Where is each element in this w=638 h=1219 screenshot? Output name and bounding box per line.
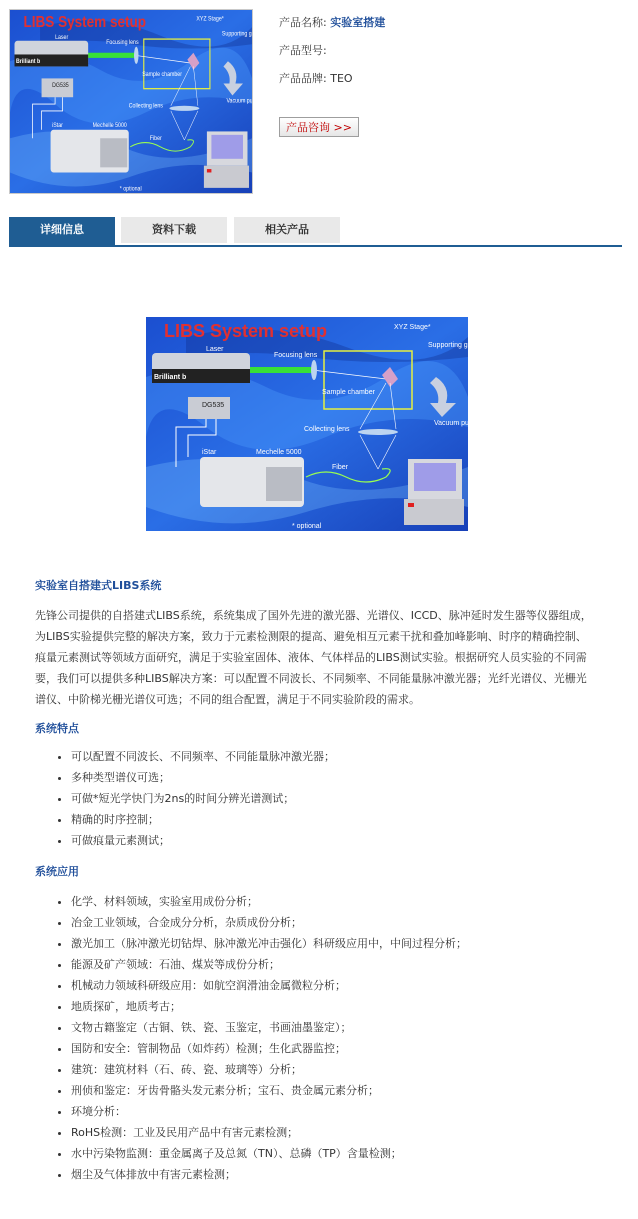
- libs-diagram-thumbnail: [10, 10, 252, 193]
- product-consult-button[interactable]: 产品咨询 >>: [279, 117, 359, 137]
- libs-diagram: [146, 317, 468, 531]
- list-item: • 机械动力领域科研级应用：如航空润滑油金属微粒分析；: [71, 975, 595, 996]
- libs-diagram-image: [146, 317, 468, 531]
- list-item: • 精确的时序控制；: [71, 809, 595, 830]
- list-item: • 水中污染物监测：重金属离子及总氮（TN）、总磷（TP）含量检测；: [71, 1143, 595, 1164]
- features-list: [35, 746, 595, 851]
- product-model-row: [279, 42, 385, 70]
- intro-paragraph: 先锋公司提供的自搭建式LIBS系统，系统集成了国外先进的激光器、光谱仪、ICCD、脉冲延时发生器等仪器组成，为LIBS实验提供完整的解决方案，致力于元素检测限的提高、避免相互元素干扰和叠加峰影响、时序的精确控制、痕量元素测试等领域方面研究，满足于实验室固体、液体、气体样品的LIBS测试实验。根据研究人员实验的不同需要，我们可以提供多种LIBS解决方案：可以配置不同波长、不同频率、不同能量脉冲激光器；光纤光谱仪、光栅光谱仪、中阶梯光栅光谱仪可选；不同的组合配置，满足于不同实验阶段的需求。: [35, 609, 592, 706]
- list-item: • 可以配置不同波长、不同频率、不同能量脉冲激光器；: [71, 746, 595, 767]
- list-item: • 环境分析：: [71, 1101, 595, 1122]
- list-item: • 建筑：建筑材料（石、砖、瓷、玻璃等）分析；: [71, 1059, 595, 1080]
- list-item: • 冶金工业领域，合金成分分析，杂质成份分析；: [71, 912, 595, 933]
- list-item: • RoHS检测：工业及民用产品中有害元素检测；: [71, 1122, 595, 1143]
- list-item: • 激光加工（脉冲激光切钻焊、脉冲激光冲击强化）科研级应用中，中间过程分析；: [71, 933, 595, 954]
- product-name-value[interactable]: 实验室搭建: [330, 16, 386, 29]
- product-thumbnail[interactable]: [9, 9, 253, 194]
- list-item: • 可做*短光学快门为2ns的时间分辨光谱测试；: [71, 788, 595, 809]
- list-item: • 烟尘及气体排放中有害元素检测；: [71, 1164, 595, 1185]
- product-name-label: 产品名称:: [279, 16, 327, 29]
- list-item: • 刑侦和鉴定：牙齿骨骼头发元素分析；宝石、贵金属元素分析；: [71, 1080, 595, 1101]
- list-item: • 化学、材料领域，实验室用成份分析；: [71, 891, 595, 912]
- tab-details[interactable]: 详细信息: [9, 217, 115, 245]
- list-item: • 可做痕量元素测试；: [71, 830, 595, 851]
- detail-content: [35, 577, 595, 1185]
- detail-tabs: [9, 217, 622, 247]
- product-info: [279, 14, 385, 98]
- list-item: • 能源及矿产领域：石油、煤炭等成份分析；: [71, 954, 595, 975]
- list-item: • 文物古籍鉴定（古铜、铁、瓷、玉鉴定，书画油墨鉴定）；: [71, 1017, 595, 1038]
- heading-applications: 系统应用: [35, 865, 79, 878]
- list-item: • 地质探矿，地质考古；: [71, 996, 595, 1017]
- heading-features: 系统特点: [35, 722, 79, 735]
- product-model-label: 产品型号:: [279, 44, 327, 57]
- heading-libs-system: 实验室自搭建式LIBS系统: [35, 579, 162, 592]
- list-item: • 国防和安全：管制物品（如炸药）检测；生化武器监控；: [71, 1038, 595, 1059]
- product-brand-row: [279, 70, 385, 98]
- product-name-row: [279, 14, 385, 42]
- product-brand-label: 产品品牌:: [279, 72, 327, 85]
- product-brand-value: TEO: [330, 72, 353, 85]
- list-item: • 多种类型谱仪可选；: [71, 767, 595, 788]
- applications-list: [35, 891, 595, 1185]
- tab-related-products[interactable]: 相关产品: [234, 217, 340, 243]
- tab-downloads[interactable]: 资料下载: [121, 217, 227, 243]
